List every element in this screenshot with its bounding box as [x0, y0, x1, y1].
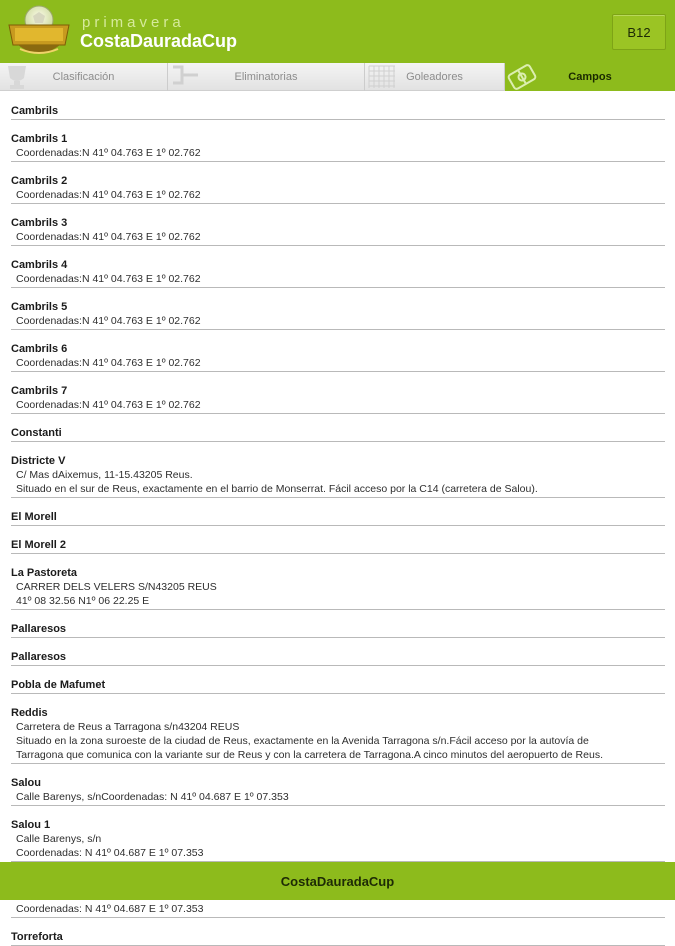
field-item[interactable] [11, 772, 665, 806]
field-item[interactable] [11, 562, 665, 610]
field-item[interactable] [11, 254, 665, 288]
field-detail-line: Coordenadas:N 41º 04.763 E 1º 02.762 [16, 273, 201, 285]
field-item[interactable] [11, 338, 665, 372]
tab-label: Clasificación [52, 71, 115, 83]
field-name: Districte V [11, 455, 66, 467]
field-name: Pallaresos [11, 651, 67, 663]
field-name: La Pastoreta [11, 567, 78, 579]
field-detail-line: Coordenadas:N 41º 04.763 E 1º 02.762 [16, 315, 201, 327]
field-name: El Morell 2 [11, 539, 67, 551]
field-icon [507, 64, 537, 90]
field-item[interactable] [11, 674, 665, 694]
tab-clasificacion[interactable] [0, 63, 168, 91]
field-name: Cambrils 1 [11, 133, 68, 145]
field-item[interactable] [11, 92, 665, 120]
field-name: Salou 1 [11, 819, 51, 831]
app-footer: CostaDauradaCup [0, 862, 675, 900]
field-detail-line: Coordenadas:N 41º 04.763 E 1º 02.762 [16, 357, 201, 369]
field-name: Salou [11, 777, 41, 789]
category-badge-button[interactable]: B12 [612, 14, 666, 50]
field-detail-line: Situado en el sur de Reus, exactamente en el barrio de Monserrat. Fácil acceso por la C14 (carretera de Salou). [16, 483, 538, 495]
field-name: Cambrils 4 [11, 259, 68, 271]
field-detail-line: C/ Mas dAixemus, 11-15.43205 Reus. [16, 469, 193, 481]
field-name: Cambrils 2 [11, 175, 68, 187]
field-name: Cambrils [11, 105, 59, 117]
field-name: Pobla de Mafumet [11, 679, 106, 691]
field-name: Cambrils 3 [11, 217, 68, 229]
field-detail-line: Tarragona que comunica con la variante sur de Reus y con la carretera de Tarragona.A cinco minutos del aeropuerto de Reus. [16, 749, 603, 761]
field-item[interactable] [11, 534, 665, 554]
field-item[interactable] [11, 296, 665, 330]
field-name: Pallaresos [11, 623, 67, 635]
field-name: Cambrils 7 [11, 385, 68, 397]
field-detail-line: Coordenadas:N 41º 04.763 E 1º 02.762 [16, 399, 201, 411]
field-name: El Morell [11, 511, 57, 523]
field-item[interactable] [11, 170, 665, 204]
field-name: Constanti [11, 427, 62, 439]
brand-tagline: primavera [82, 14, 185, 31]
field-detail-line: Calle Barenys, s/nCoordenadas: N 41º 04.687 E 1º 07.353 [16, 791, 289, 803]
tab-campos[interactable] [505, 63, 675, 91]
field-item[interactable] [11, 212, 665, 246]
field-detail-line: Coordenadas:N 41º 04.763 E 1º 02.762 [16, 147, 201, 159]
field-detail-line: Coordenadas: N 41º 04.687 E 1º 07.353 [16, 903, 204, 915]
brand-title: CostaDauradaCup [80, 31, 238, 51]
tab-label: Campos [568, 71, 612, 83]
field-item[interactable] [11, 128, 665, 162]
field-detail-line: Coordenadas:N 41º 04.763 E 1º 02.762 [16, 189, 201, 201]
field-detail-line: CARRER DELS VELERS S/N43205 REUS [16, 581, 217, 593]
goal-net-icon [367, 64, 397, 90]
field-name: Cambrils 5 [11, 301, 68, 313]
field-item[interactable] [11, 646, 665, 666]
field-detail-line: Coordenadas:N 41º 04.763 E 1º 02.762 [16, 231, 201, 243]
field-name: Torreforta [11, 931, 63, 943]
field-detail-line: Calle Barenys, s/n [16, 833, 102, 845]
tab-label: Eliminatorias [234, 71, 298, 83]
field-item[interactable] [11, 422, 665, 442]
tab-eliminatorias[interactable] [168, 63, 365, 91]
field-item[interactable] [11, 450, 665, 498]
app-header [0, 0, 675, 63]
field-item[interactable] [11, 926, 665, 946]
field-item[interactable] [11, 380, 665, 414]
trophy-icon [2, 64, 32, 90]
field-item[interactable] [11, 702, 665, 764]
tab-bar [0, 63, 675, 91]
bracket-icon [170, 64, 200, 90]
tab-label: Goleadores [406, 71, 463, 83]
field-item[interactable] [11, 506, 665, 526]
field-name: Cambrils 6 [11, 343, 68, 355]
tab-goleadores[interactable] [365, 63, 505, 91]
field-name: Reddis [11, 707, 48, 719]
field-detail-line: Carretera de Reus a Tarragona s/n43204 REUS [16, 721, 240, 733]
field-detail-line: Coordenadas: N 41º 04.687 E 1º 07.353 [16, 847, 204, 859]
tournament-logo [6, 3, 72, 61]
field-item[interactable] [11, 618, 665, 638]
field-item[interactable] [11, 814, 665, 862]
field-detail-line: Situado en la zona suroeste de la ciudad de Reus, exactamente en la Avenida Tarragona s/n.Fácil acceso por la autovía de [16, 735, 589, 747]
field-detail-line: 41º 08 32.56 N1º 06 22.25 E [16, 595, 150, 607]
